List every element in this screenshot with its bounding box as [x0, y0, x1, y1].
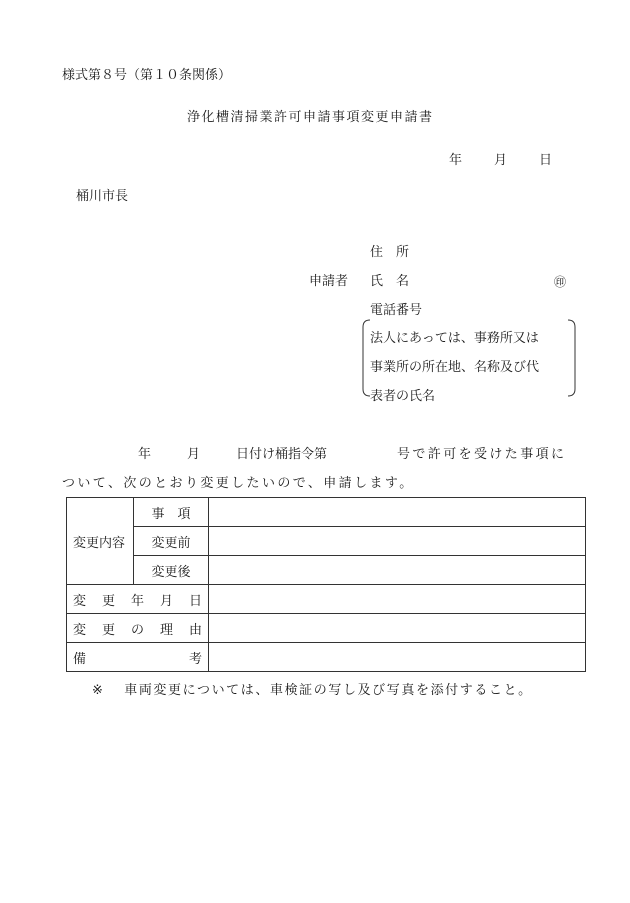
- note-text: 車両変更については、車検証の写し及び写真を添付すること。: [124, 683, 533, 698]
- document-title: 浄化槽清掃業許可申請事項変更申請書: [187, 110, 434, 125]
- change-date-char-4: 月: [159, 593, 173, 609]
- item-label: 事 項: [134, 498, 209, 527]
- change-reason-label: [67, 614, 209, 643]
- phone-label: 電話番号: [370, 303, 423, 318]
- change-date-char-2: 更: [101, 593, 115, 609]
- body-year: 年: [138, 447, 152, 462]
- remarks-value-cell[interactable]: [209, 643, 586, 672]
- name-label: 氏 名: [370, 274, 410, 289]
- seal-mark: ㊞: [554, 275, 567, 289]
- change-table: [66, 497, 586, 672]
- remarks-char-1: 備: [73, 651, 87, 667]
- remarks-char-2: 考: [188, 651, 202, 667]
- corp-note-line-2: 事業所の所在地、名称及び代: [370, 360, 540, 375]
- before-value-cell[interactable]: [209, 527, 586, 556]
- addressee: 桶川市長: [76, 189, 129, 204]
- change-date-char-5: 日: [188, 593, 202, 609]
- body-month: 月: [187, 447, 201, 462]
- change-reason-char-2: 更: [101, 622, 115, 638]
- change-reason-char-1: 変: [73, 622, 87, 638]
- change-date-label: [67, 585, 209, 614]
- change-date-char-1: 変: [73, 593, 87, 609]
- table-row: [67, 585, 586, 614]
- date-day-label: 日: [539, 153, 553, 168]
- table-row: [67, 556, 586, 585]
- table-row: [67, 498, 586, 527]
- table-row: [67, 527, 586, 556]
- after-label: 変更後: [134, 556, 209, 585]
- change-reason-char-3: の: [130, 622, 144, 638]
- table-row: [67, 614, 586, 643]
- date-year-label: 年: [449, 153, 463, 168]
- after-value-cell[interactable]: [209, 556, 586, 585]
- change-date-value-cell[interactable]: [209, 585, 586, 614]
- change-reason-char-5: 由: [188, 622, 202, 638]
- body-dated: 日付け桶指令第: [236, 447, 328, 462]
- table-row: [67, 643, 586, 672]
- remarks-label: [67, 643, 209, 672]
- change-reason-char-4: 理: [159, 622, 173, 638]
- date-month-label: 月: [494, 153, 508, 168]
- attachment-note: [92, 683, 533, 699]
- change-content-label: 変更内容: [67, 498, 134, 585]
- before-label: 変更前: [134, 527, 209, 556]
- corp-note-line-1: 法人にあっては、事務所又は: [370, 331, 539, 346]
- address-label: 住 所: [370, 245, 410, 260]
- applicant-label: 申請者: [309, 274, 349, 289]
- corp-note-line-3: 表者の氏名: [370, 389, 436, 404]
- note-mark: ※: [92, 683, 105, 698]
- form-number: 様式第８号（第１０条関係）: [62, 68, 232, 83]
- change-date-char-3: 年: [130, 593, 144, 609]
- item-value-cell[interactable]: [209, 498, 586, 527]
- change-reason-value-cell[interactable]: [209, 614, 586, 643]
- body-line-2: ついて、次のとおり変更したいので、申請します。: [62, 476, 415, 491]
- body-rest: 号で許可を受けた事項に: [397, 447, 567, 462]
